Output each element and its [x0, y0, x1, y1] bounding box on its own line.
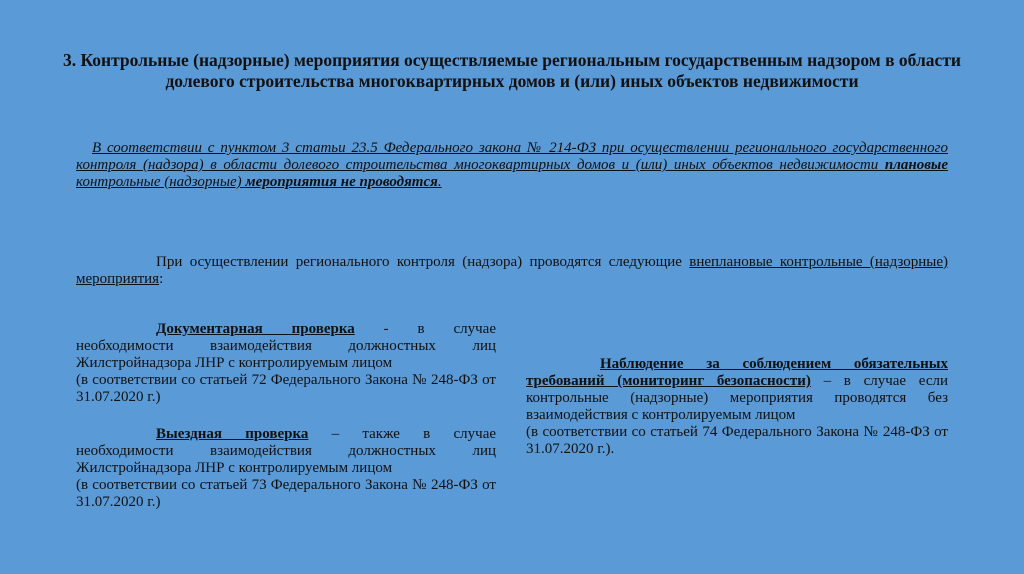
monitoring-block: [526, 356, 948, 458]
field-check-body: – также в случае необходимости взаимодействия должностных лиц Жилстройнадзора ЛНР с контролируемым лицом: [76, 426, 497, 476]
documentary-check-ref: (в соответствии со статьей 72 Федерального Закона № 248-ФЗ от 31.07.2020 г.): [76, 372, 496, 405]
field-check-ref: (в соответствии со статьей 73 Федерального Закона № 248-ФЗ от 31.07.2020 г.): [76, 477, 496, 510]
monitoring-heading: Наблюдение за соблюдением обязательных требований (мониторинг безопасности): [526, 356, 948, 389]
unplanned-paragraph: [76, 254, 948, 288]
monitoring-body: – в случае если контрольные (надзорные) мероприятия проводятся без взаимодействия с контролируемым лицом: [526, 373, 948, 423]
intro-paragraph: [76, 140, 948, 191]
documentary-check-heading: Документарная проверка: [156, 321, 355, 337]
unplanned-underlined: внеплановые контрольные (надзорные) мероприятия: [76, 254, 948, 287]
page-title: 3. Контрольные (надзорные) мероприятия осуществляемые региональным государственным надзором в области долевого строительства многоквартирных домов и (или) иных объектов недвижимости: [62, 50, 962, 91]
field-check-heading: Выездная проверка: [156, 426, 309, 442]
intro-text-b: контрольные (надзорные): [76, 174, 246, 190]
unplanned-text: При осуществлении регионального контроля (надзора) проводятся следующие: [156, 254, 690, 270]
documentary-check-block: [76, 321, 496, 406]
monitoring-text: [526, 356, 948, 424]
documentary-check-body: - в случае необходимости взаимодействия должностных лиц Жилстройнадзора ЛНР с контролируемым лицом: [76, 321, 496, 371]
unplanned-tail: :: [159, 271, 164, 287]
field-check-text: [76, 426, 496, 477]
monitoring-ref: (в соответствии со статьей 74 Федерального Закона № 248-ФЗ от 31.07.2020 г.).: [526, 424, 948, 457]
documentary-check-text: [76, 321, 496, 372]
intro-text-a: В соответствии с пунктом 3 статьи 23.5 Федерального закона № 214-ФЗ при осуществлении регионального государственного контроля (надзора) в области долевого строительства многоквартирных домов и (или) иных объектов недвижимости: [76, 140, 948, 173]
intro-text-c: .: [437, 174, 442, 190]
field-check-block: [76, 426, 496, 511]
intro-bold-not-held: мероприятия не проводятся: [245, 174, 438, 190]
intro-bold-planned: плановые: [884, 157, 948, 173]
